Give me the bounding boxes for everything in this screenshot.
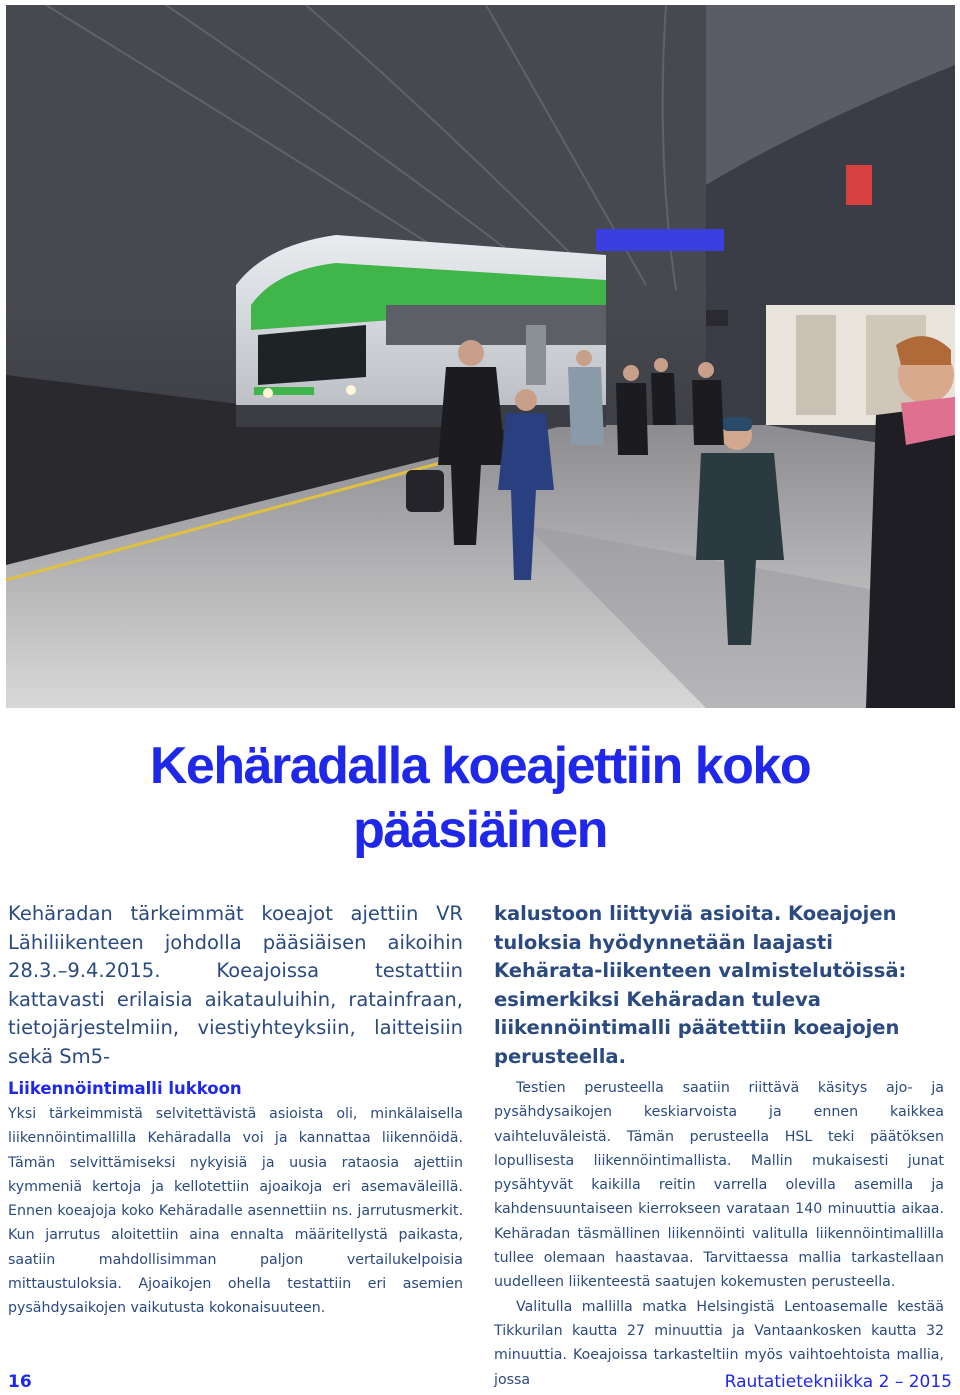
- title-line-2: pääsiäinen: [353, 801, 607, 859]
- magazine-issue: Rautatietekniikka 2 – 2015: [724, 1372, 952, 1392]
- title-line-1: Kehäradalla koeajettiin koko: [149, 737, 811, 795]
- body-column-right: [494, 1076, 944, 1392]
- lead-paragraph-left: Kehäradan tärkeimmät koeajot ajettiin VR Lähiliikenteen johdolla pääsiäisen aikoihin 28.3.–9.4.2015. Koeajoissa testattiin kattavasti erilaisia aikatauluihin, ratainfraan, tietojärjestelmiin, viestiyhteyksiin, laitteisiin sekä Sm5-: [8, 902, 463, 1068]
- body-column-left: [8, 1076, 463, 1321]
- page-number: 16: [8, 1372, 32, 1392]
- article-photo: [6, 5, 955, 708]
- lead-paragraph-right: kalustoon liittyviä asioita. Koeajojen tuloksia hyödynnetään laajasti Kehärata-liikenteen valmistelutöissä: esimerkiksi Kehäradan tuleva liikennöintimalli päätettiin koeajojen perusteella.: [494, 902, 907, 1068]
- body-paragraph: Testien perusteella saatiin riittävä käsitys ajo- ja pysähdysaikojen keskiarvoista ja ennen kaikkea vaihteluväleistä. Tämän perusteella HSL teki päätöksen lopullisesta liikennöintimallista. Mallin mukaisesti junat pysähtyvät kaikilla reitin varrella olevilla asemilla ja kahdensuuntaiseen kierrokseen varataan 140 minuuttia aikaa. Kehäradan täsmällinen liikennöinti valitulla liikennöintimallilla tullee olemaan haastavaa. Tarvittaessa mallia tarkastellaan uudelleen liikenteestä saatujen kokemusten perusteella.: [494, 1080, 944, 1291]
- station-illustration: [6, 5, 955, 708]
- body-paragraph: Yksi tärkeimmistä selvitettävistä asioista oli, minkälaisella liikennöintimallilla Kehäradalla voi ja kannattaa liikennöidä. Tämän selvittämiseksi nykyisiä ja uusia rataosia ajettiin kymmeniä kertoja ja kellotettiin ajoaikoja eri asemaväleillä. Ennen koeajoja koko Kehäradalle asennettiin ns. jarrutusmerkit. Kun jarrutus aloitettiin aina ennalta määritellystä paikasta, saatiin mahdollisimman paljon vertailukelpoisia mittaustuloksia. Ajoaikojen ohella testattiin eri asemien pysähdysaikojen vaikutusta kokonaisuuteen.: [8, 1106, 463, 1317]
- section-heading: Liikennöintimalli lukkoon: [8, 1079, 242, 1098]
- body-paragraph: Valitulla mallilla matka Helsingistä Lentoasemalle kestää Tikkurilan kautta 27 minuuttia ja Vantaankosken kautta 32 minuuttia. Koeajoissa tarkasteltiin myös vaihtoehtoista mallia, jossa: [494, 1298, 944, 1388]
- article-title: [0, 734, 960, 862]
